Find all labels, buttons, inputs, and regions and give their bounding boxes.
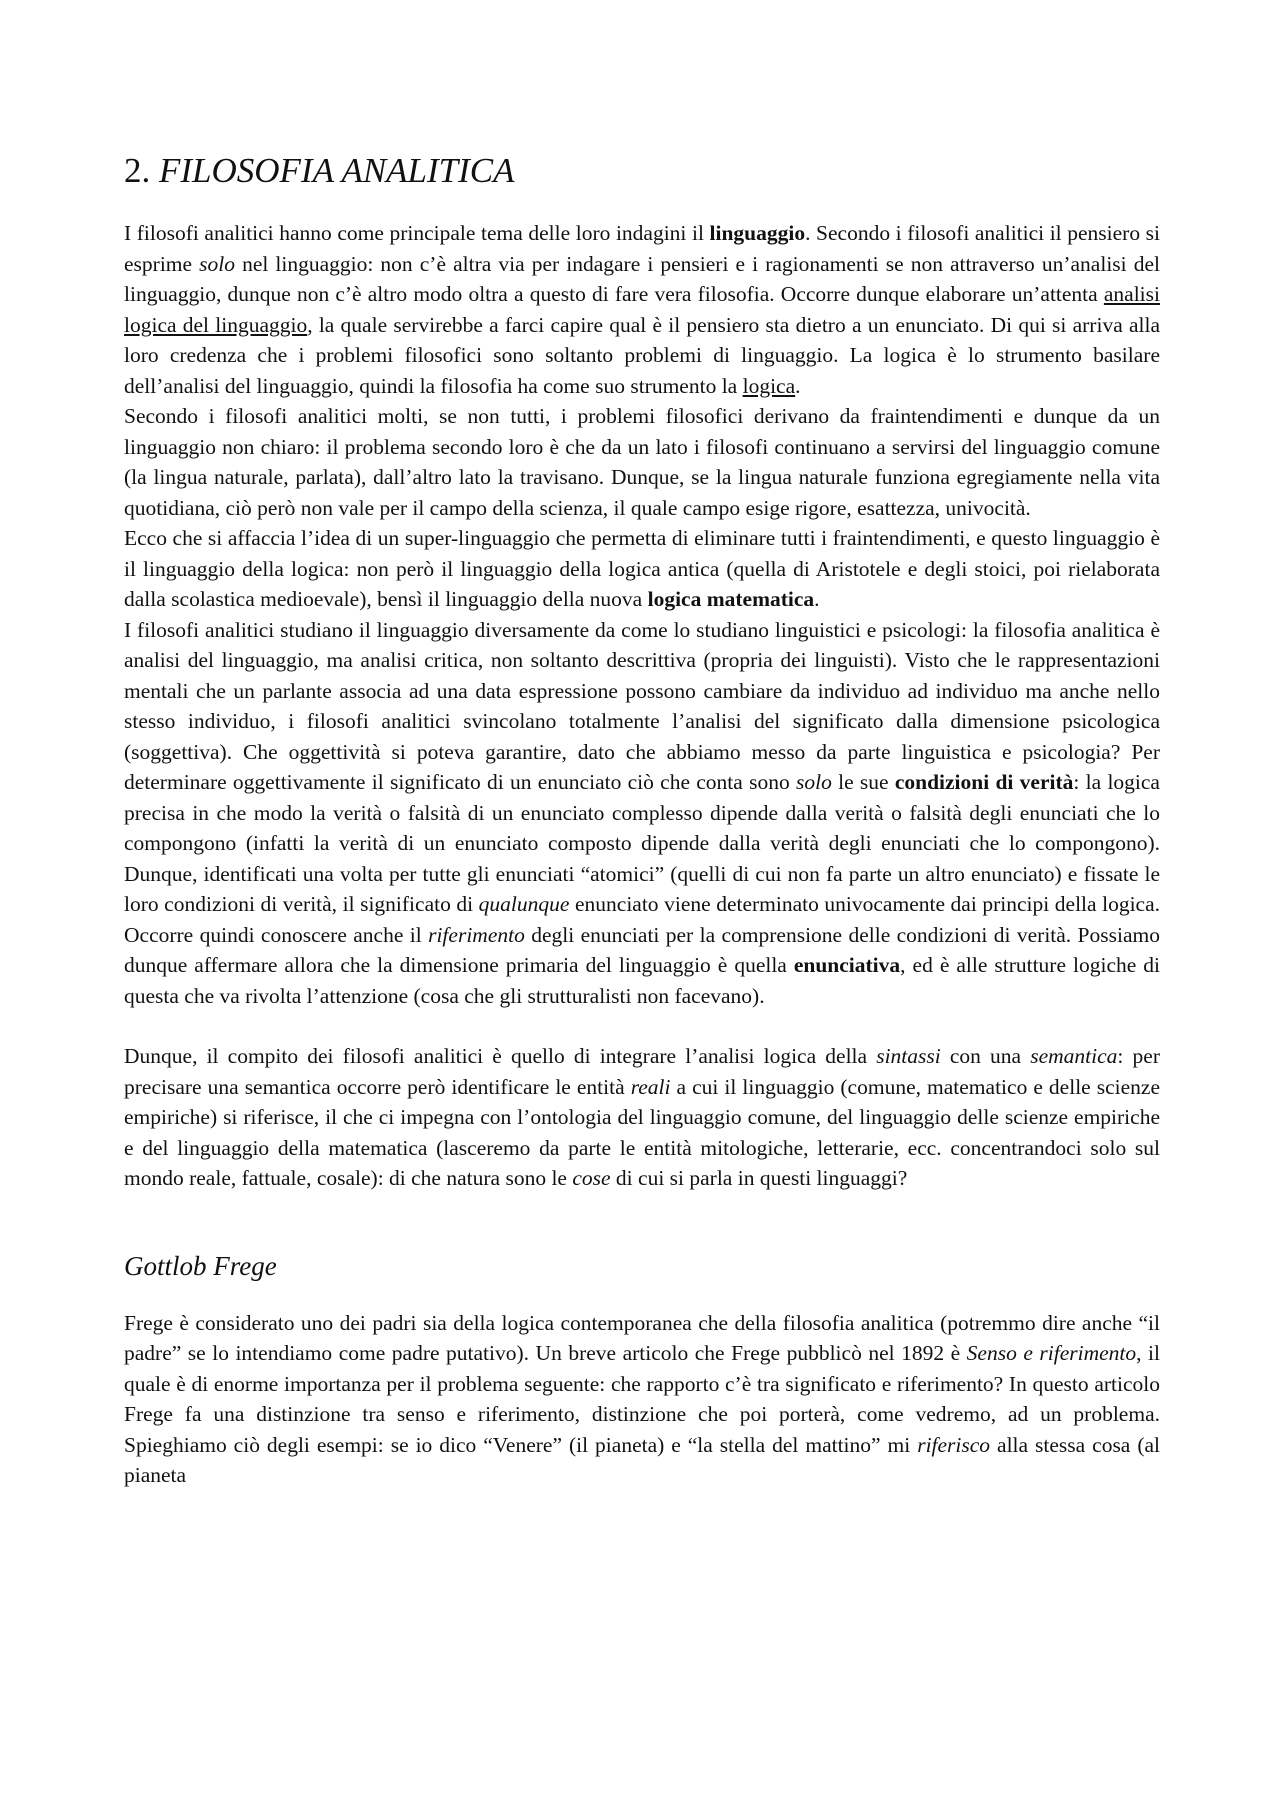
italic-term: Senso e riferimento [966, 1341, 1137, 1366]
bold-term: condizioni di verità [894, 770, 1074, 794]
italic-term: solo [199, 251, 235, 276]
chapter-title-text: FILOSOFIA ANALITICA [159, 151, 515, 190]
paragraph-spacer [124, 1011, 1160, 1041]
bold-term: linguaggio [709, 221, 806, 245]
paragraph-5 [124, 1041, 1160, 1194]
section-heading: Gottlob Frege [124, 1250, 277, 1281]
italic-term: semantica [1030, 1044, 1118, 1068]
text-run: , il quale è di enorme importanza per il problema seguente: che rapporto c’è tra significato e riferimento? In questo articolo Frege fa una distinzione tra senso e riferimento, distinzione che poi porterà, come vedremo, ad un problema. Spieghiamo ciò degli esempi: se io dico “Venere” (il pianeta) e “la stella del mattino” mi [124, 1341, 1160, 1457]
underlined-term: logica [742, 373, 796, 398]
text-run: : per precisare una semantica occorre però identificare le entità [124, 1044, 1160, 1099]
text-run: I filosofi analitici studiano il linguaggio diversamente da come lo studiano linguistici e psicologi: la filosofia analitica è analisi del linguaggio, ma analisi critica, non soltanto descrittiva (propria dei linguisti). Visto che le rappresentazioni mentali che un parlante associa ad una data espressione possono cambiare da individuo ad individuo ma anche nello stesso individuo, i filosofi analitici svincolano totalmente l’analisi del significato dalla dimensione psicologica (soggettiva). Che oggettività si poteva garantire, dato che abbiamo messo da parte linguistica e psicologia? Per determinare oggettivamente il significato di un enunciato ciò che conta sono [124, 617, 1160, 794]
text-run: degli enunciati per la comprensione delle condizioni di verità. Possiamo dunque affermare allora che la dimensione primaria del linguaggio è quella [124, 922, 1160, 977]
bold-term: enunciativa [793, 953, 901, 977]
paragraph-3 [124, 523, 1160, 615]
text-run: le sue [831, 770, 895, 794]
text-run: enunciato viene determinato univocamente dai principi della logica. Occorre quindi conoscere anche il [124, 892, 1161, 947]
text-run: , la quale servirebbe a farci capire qual è il pensiero sta dietro a un enunciato. Di qui si arriva alla loro credenza che i problemi filosofici sono soltanto problemi di linguaggio. La logica è lo strumento basilare dell’analisi del linguaggio, quindi la filosofia ha come suo strumento la [124, 312, 1160, 398]
paragraph-2: Secondo i filosofi analitici molti, se non tutti, i problemi filosofici derivano da fraintendimenti e dunque da un linguaggio non chiaro: il problema secondo loro è che da un lato i filosofi continuano a servirsi del linguaggio comune (la lingua naturale, parlata), dall’altro lato la travisano. Dunque, se la lingua naturale funziona egregiamente nella vita quotidiana, ciò però non vale per il campo della scienza, il quale campo esige rigore, esattezza, univocità. [124, 404, 1160, 520]
text-run: I filosofi analitici hanno come principale tema delle loro indagini il [124, 221, 710, 245]
text-run: . Secondo i filosofi analitici il pensiero si esprime [124, 221, 1160, 276]
italic-term: riferimento [428, 922, 525, 947]
italic-term: sintassi [876, 1044, 941, 1068]
paragraph-6 [124, 1308, 1160, 1491]
paragraph-4 [124, 615, 1160, 1012]
text-run: : la logica precisa in che modo la verità o falsità di un enunciato complesso dipende dalla verità o falsità degli enunciati che lo compongono (infatti la verità di un enunciato composto dipende dalla verità degli enunciati che lo compongono). Dunque, identificati una volta per tutte gli enunciati “atomici” (quelli di cui non fa parte un altro enunciato) e fissate le loro condizioni di verità, il significato di [124, 770, 1160, 916]
italic-term: solo [795, 770, 832, 794]
italic-term: riferisco [917, 1432, 991, 1457]
text-run: . [795, 373, 801, 398]
chapter-title [124, 150, 1160, 192]
text-run: con una [940, 1044, 1031, 1068]
italic-term: reali [630, 1074, 671, 1099]
text-run: , ed è alle strutture logiche di questa che va rivolta l’attenzione (cosa che gli strutturalisti non facevano). [124, 953, 1160, 1008]
paragraph-1 [124, 218, 1160, 401]
chapter-number: 2. [124, 151, 151, 190]
text-run: . [814, 587, 820, 611]
bold-term: logica matematica [647, 587, 815, 611]
italic-term: cose [572, 1166, 611, 1190]
text-run: Frege è considerato uno dei padri sia della logica contemporanea che della filosofia analitica (potremmo dire anche “il padre” se lo intendiamo come padre putativo). Un breve articolo che Frege pubblicò nel 1892 è [124, 1310, 1160, 1366]
text-run: di cui si parla in questi linguaggi? [610, 1166, 908, 1190]
italic-term: qualunque [478, 892, 570, 916]
text-run: Dunque, il compito dei filosofi analitici è quello di integrare l’analisi logica della [124, 1044, 877, 1068]
text-run: nel linguaggio: non c’è altra via per indagare i pensieri e i ragionamenti se non attraverso un’analisi del linguaggio, dunque non c’è altro modo oltra a questo di fare vera filosofia. Occorre dunque elaborare un’attenta [124, 251, 1160, 306]
text-run: a cui il linguaggio (comune, matematico e delle scienze empiriche) si riferisce, il che ci impegna con l’ontologia del linguaggio comune, del linguaggio delle scienze empiriche e del linguaggio della matematica (lasceremo da parte le entità mitologiche, letterarie, ecc. concentrandoci solo sul mondo reale, fattuale, cosale): di che natura sono le [124, 1074, 1161, 1190]
underlined-term: analisi logica del linguaggio [124, 282, 1160, 337]
text-run: alla stessa cosa (al pianeta [124, 1432, 1160, 1488]
text-run: Ecco che si affaccia l’idea di un super-linguaggio che permetta di eliminare tutti i fraintendimenti, e questo linguaggio è il linguaggio della logica: non però il linguaggio della logica antica (quella di Aristotele e degli stoici, poi rielaborata dalla scolastica medioevale), bensì il linguaggio della nuova [124, 526, 1160, 611]
